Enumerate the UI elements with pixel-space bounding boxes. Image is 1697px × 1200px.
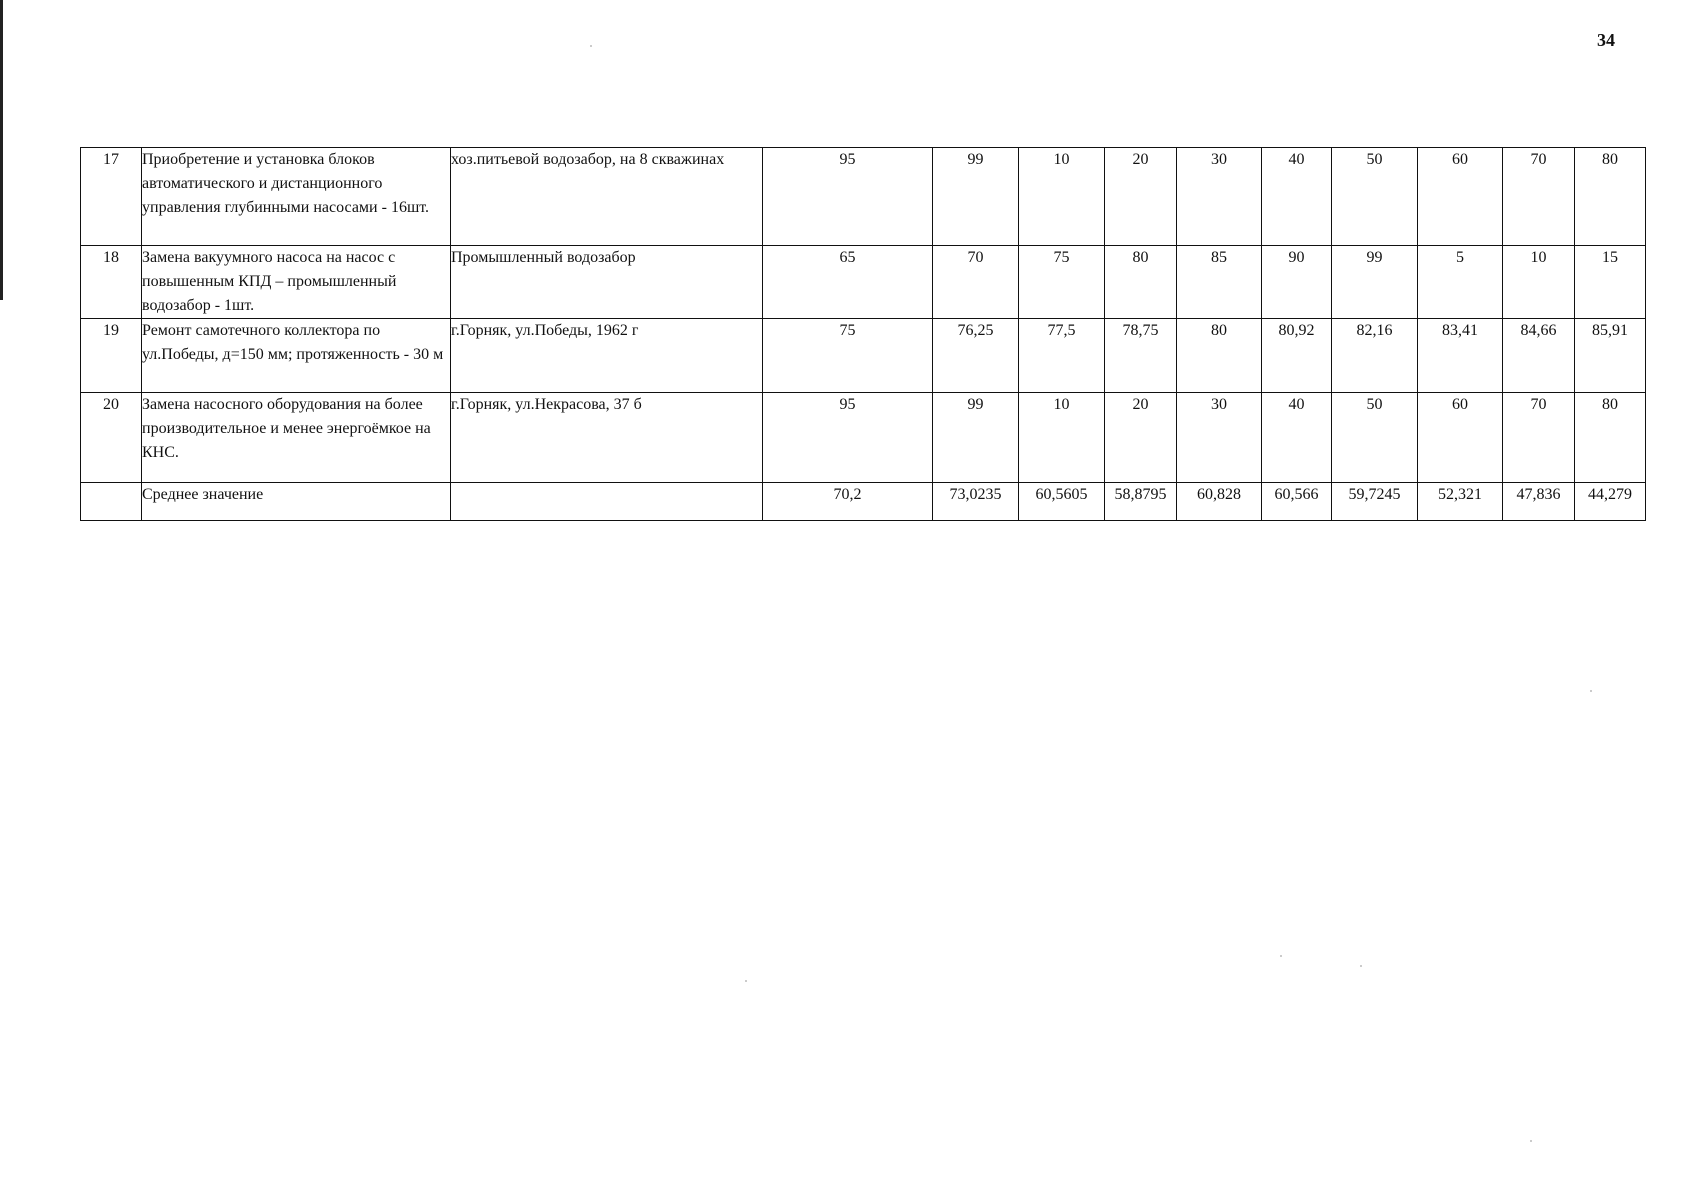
value-cell: 80	[1575, 148, 1646, 246]
row-number: 17	[81, 148, 142, 246]
scan-left-edge	[0, 0, 3, 300]
row-description: Замена насосного оборудования на более производительное и менее энергоёмкое на КНС.	[142, 393, 451, 483]
value-cell: 80	[1105, 246, 1177, 319]
value-cell: 30	[1177, 393, 1262, 483]
value-cell: 75	[763, 319, 933, 393]
value-cell: 60	[1418, 393, 1503, 483]
value-cell: 70	[1503, 148, 1575, 246]
average-value-cell: 70,2	[763, 483, 933, 521]
scan-speck	[1530, 1140, 1532, 1142]
value-cell: 78,75	[1105, 319, 1177, 393]
average-row	[81, 483, 1646, 521]
scan-speck	[1360, 965, 1362, 967]
row-location: г.Горняк, ул.Победы, 1962 г	[451, 319, 763, 393]
value-cell: 50	[1332, 148, 1418, 246]
row-location: хоз.питьевой водозабор, на 8 скважинах	[451, 148, 763, 246]
row-description: Ремонт самотечного коллектора по ул.Победы, д=150 мм; протяженность - 30 м	[142, 319, 451, 393]
value-cell: 20	[1105, 393, 1177, 483]
value-cell: 82,16	[1332, 319, 1418, 393]
average-value-cell: 52,321	[1418, 483, 1503, 521]
value-cell: 99	[1332, 246, 1418, 319]
value-cell: 70	[933, 246, 1019, 319]
row-location: Промышленный водозабор	[451, 246, 763, 319]
average-value-cell: 58,8795	[1105, 483, 1177, 521]
row-description: Замена вакуумного насоса на насос с повышенным КПД – промышленный водозабор - 1шт.	[142, 246, 451, 319]
value-cell: 95	[763, 393, 933, 483]
table-row	[81, 393, 1646, 483]
value-cell: 85	[1177, 246, 1262, 319]
value-cell: 85,91	[1575, 319, 1646, 393]
average-value-cell: 44,279	[1575, 483, 1646, 521]
value-cell: 80,92	[1262, 319, 1332, 393]
average-value-cell: 47,836	[1503, 483, 1575, 521]
scan-speck	[1590, 690, 1592, 692]
value-cell: 80	[1575, 393, 1646, 483]
data-table	[80, 147, 1646, 521]
scan-speck	[745, 980, 747, 982]
value-cell: 84,66	[1503, 319, 1575, 393]
value-cell: 30	[1177, 148, 1262, 246]
average-value-cell: 60,5605	[1019, 483, 1105, 521]
average-value-cell: 60,566	[1262, 483, 1332, 521]
value-cell: 95	[763, 148, 933, 246]
value-cell: 40	[1262, 148, 1332, 246]
value-cell: 5	[1418, 246, 1503, 319]
value-cell: 99	[933, 393, 1019, 483]
value-cell: 77,5	[1019, 319, 1105, 393]
value-cell: 10	[1503, 246, 1575, 319]
row-number: 18	[81, 246, 142, 319]
table-row	[81, 148, 1646, 246]
value-cell: 70	[1503, 393, 1575, 483]
value-cell: 90	[1262, 246, 1332, 319]
value-cell: 65	[763, 246, 933, 319]
average-value-cell: 59,7245	[1332, 483, 1418, 521]
value-cell: 15	[1575, 246, 1646, 319]
average-value-cell: 60,828	[1177, 483, 1262, 521]
value-cell: 80	[1177, 319, 1262, 393]
row-location: г.Горняк, ул.Некрасова, 37 б	[451, 393, 763, 483]
row-number: 20	[81, 393, 142, 483]
average-location	[451, 483, 763, 521]
page-number: 34	[1597, 30, 1615, 50]
scan-speck	[590, 45, 592, 47]
row-description: Приобретение и установка блоков автоматического и дистанционного управления глубинными насосами - 16шт.	[142, 148, 451, 246]
value-cell: 99	[933, 148, 1019, 246]
value-cell: 50	[1332, 393, 1418, 483]
value-cell: 10	[1019, 393, 1105, 483]
value-cell: 76,25	[933, 319, 1019, 393]
value-cell: 10	[1019, 148, 1105, 246]
average-label: Среднее значение	[142, 483, 451, 521]
table-row	[81, 246, 1646, 319]
average-row-number	[81, 483, 142, 521]
value-cell: 75	[1019, 246, 1105, 319]
value-cell: 83,41	[1418, 319, 1503, 393]
average-value-cell: 73,0235	[933, 483, 1019, 521]
table-row	[81, 319, 1646, 393]
value-cell: 60	[1418, 148, 1503, 246]
row-number: 19	[81, 319, 142, 393]
value-cell: 40	[1262, 393, 1332, 483]
value-cell: 20	[1105, 148, 1177, 246]
scan-speck	[1280, 955, 1282, 957]
